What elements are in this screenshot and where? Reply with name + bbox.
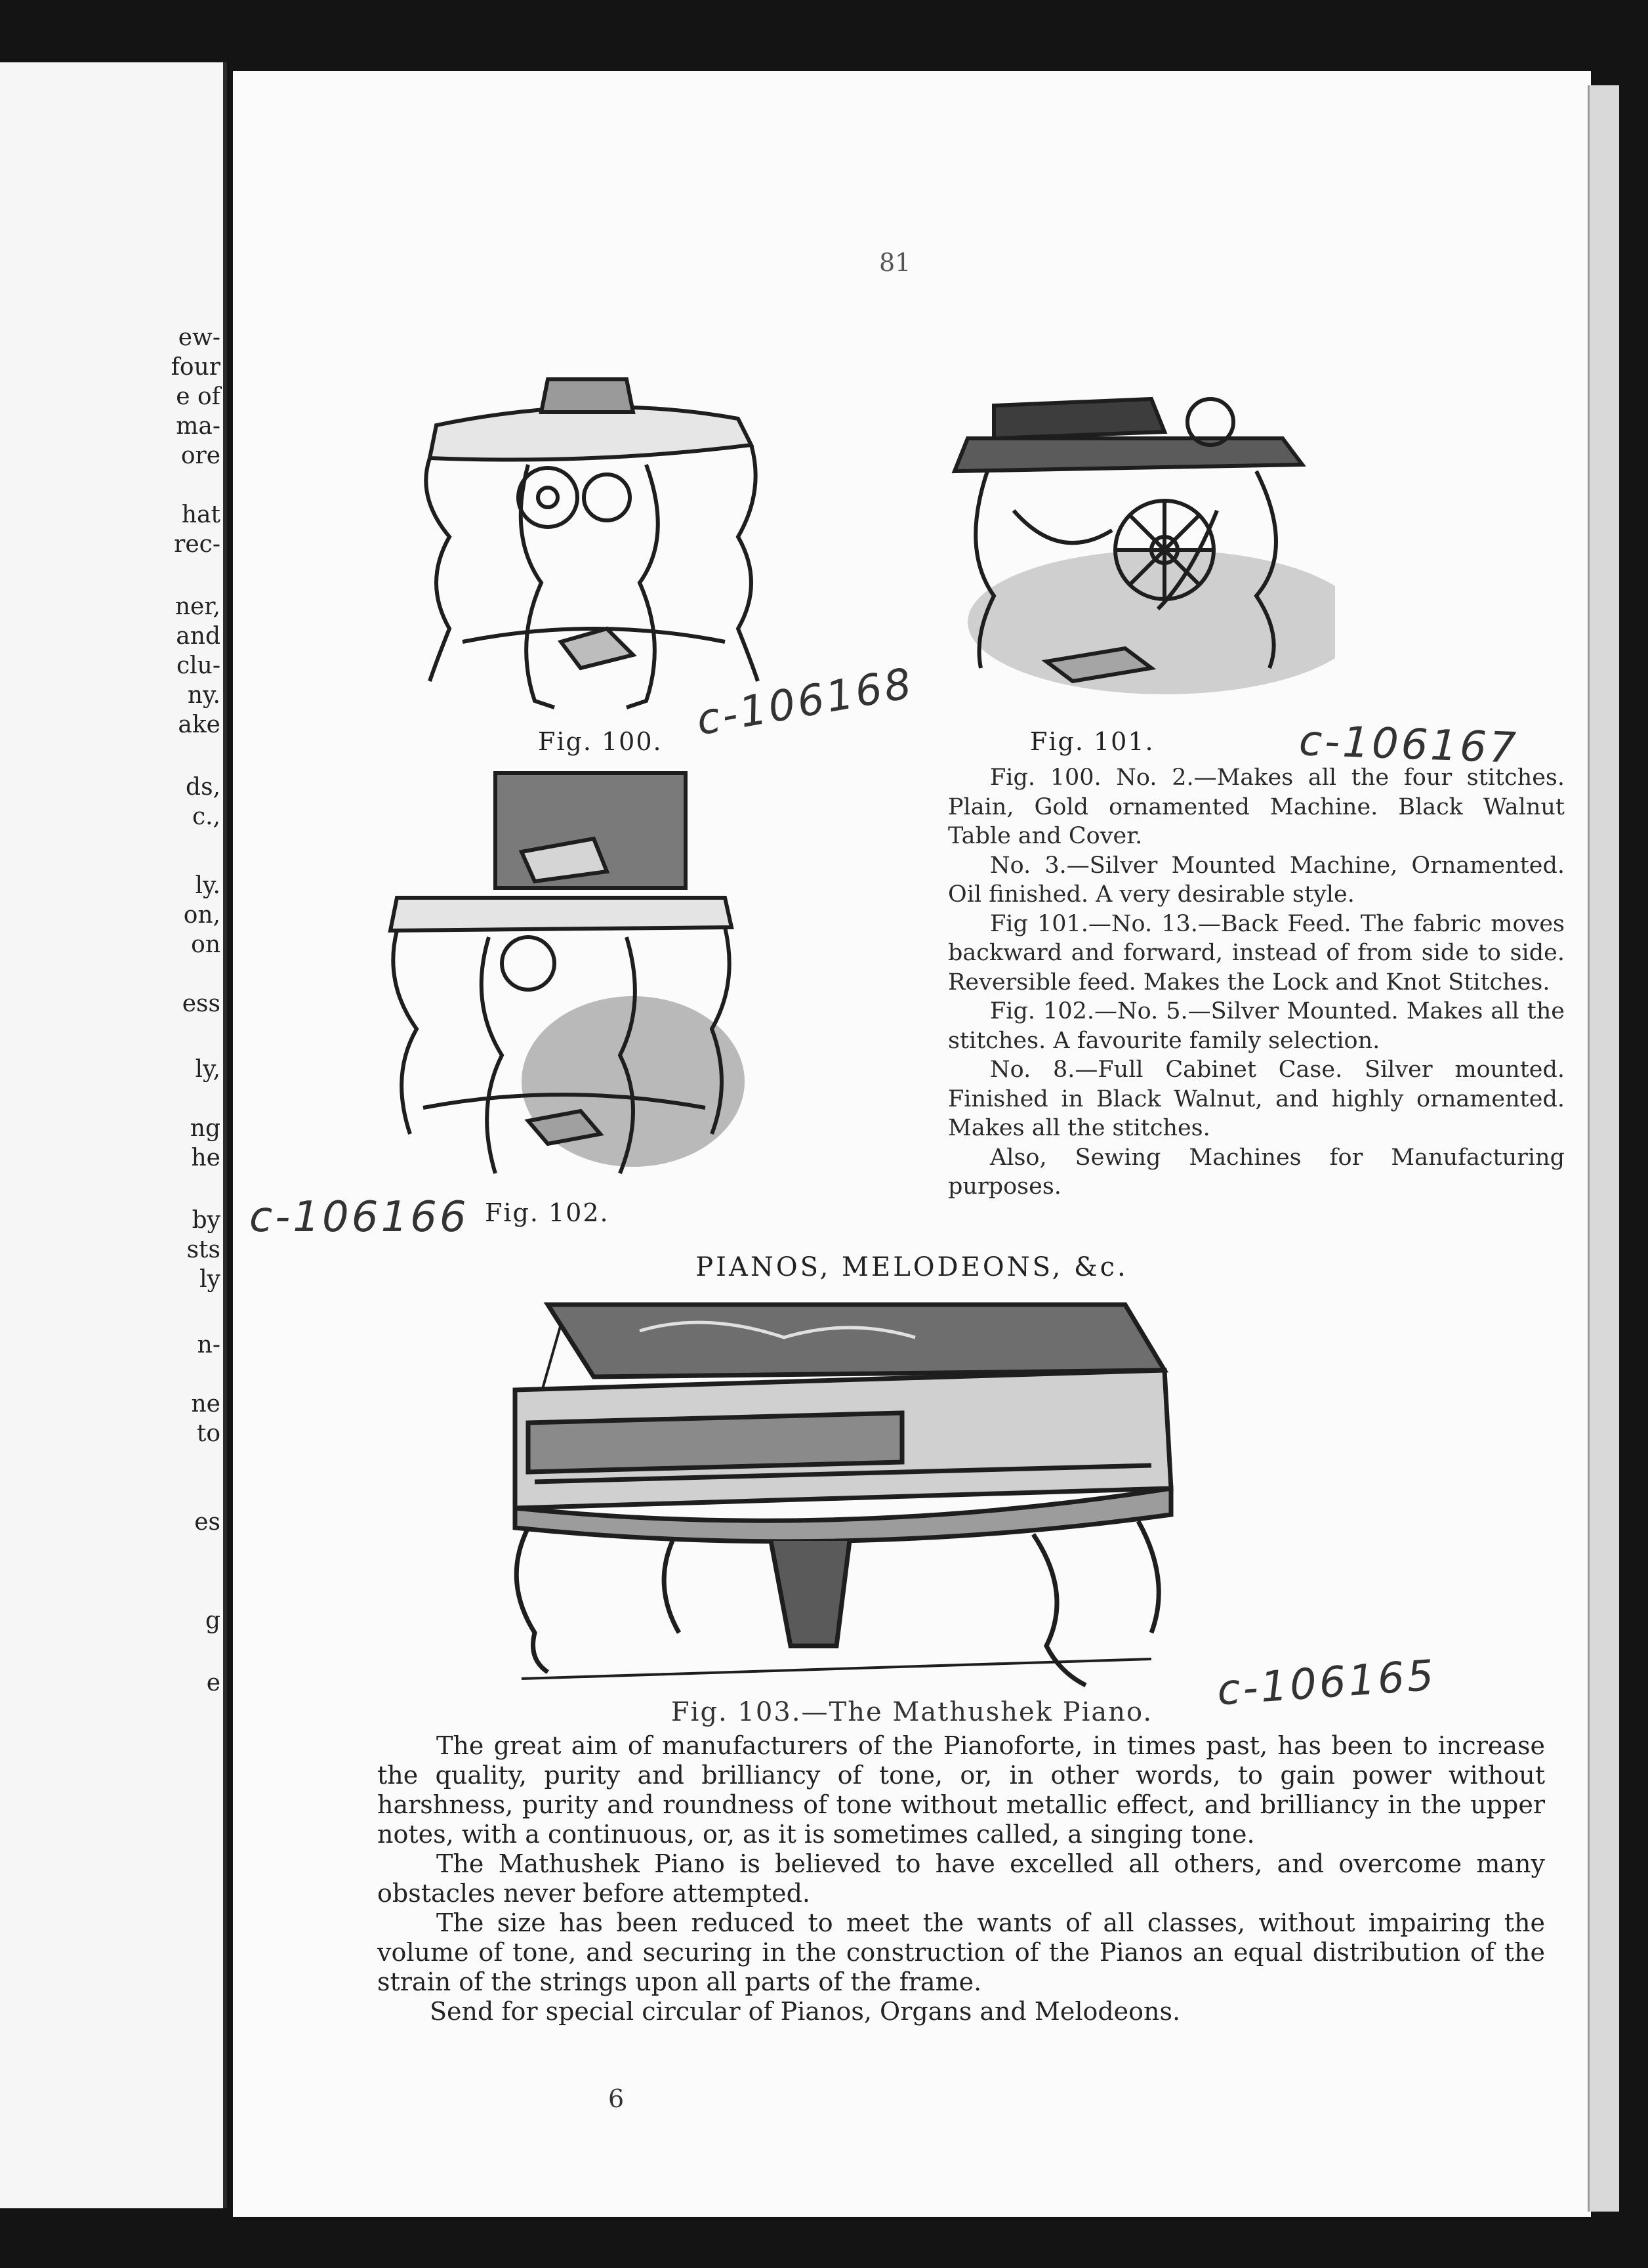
previous-page-fragment: ner,	[175, 593, 220, 620]
handwritten-note-1: c-106168	[693, 659, 918, 746]
fig-103-piano-illustration	[508, 1292, 1433, 1692]
previous-page-fragment: ess	[182, 990, 220, 1017]
fig-100-illustration	[410, 366, 777, 734]
previous-page-fragment: by	[192, 1207, 220, 1234]
previous-page-fragment: ake	[178, 711, 220, 738]
body-paragraph: The Mathushek Piano is believed to have excelled all others, and overcome many obstacles never before attempted.	[377, 1849, 1545, 1908]
body-paragraph: The size has been reduced to meet the wants of all classes, without impairing the volume of tone, and securing in the construction of the Pianos an equal distribution of the strain of the strings upon all parts of the frame.	[377, 1908, 1545, 1996]
previous-page-fragment: clu-	[176, 652, 220, 679]
body-paragraph: Send for special circular of Pianos, Organs and Melodeons.	[430, 1997, 1181, 2026]
previous-page-fragment: c.,	[192, 803, 220, 830]
handwritten-note-3: c-106166	[249, 1193, 469, 1242]
page-edge	[1588, 85, 1619, 2212]
description-paragraph: No. 8.—Full Cabinet Case. Silver mounted. Finished in Black Walnut, and highly ornamented. Makes all the stitches.	[948, 1057, 1565, 1141]
previous-page-fragment: ore	[180, 442, 220, 469]
fig-101-caption: Fig. 101.	[1030, 727, 1155, 756]
previous-page-fragment: and	[176, 623, 220, 650]
previous-page-fragment: es	[194, 1509, 220, 1536]
previous-page	[0, 62, 227, 2208]
fig-101-illustration	[915, 379, 1335, 734]
previous-page-fragment: hat	[181, 501, 220, 528]
description-paragraph: Also, Sewing Machines for Manufacturing purposes.	[948, 1144, 1565, 1200]
previous-page-fragment: e	[206, 1670, 220, 1696]
previous-page-fragment: ly,	[195, 1056, 220, 1083]
fig-102-caption: Fig. 102.	[485, 1198, 609, 1227]
sewing-machine-descriptions	[948, 763, 1565, 1202]
previous-page-fragment: ly	[199, 1266, 220, 1293]
piano-article	[377, 1731, 1545, 2026]
fig-103-caption: Fig. 103.—The Mathushek Piano.	[670, 1697, 1153, 1727]
previous-page-fragment: four	[171, 354, 220, 381]
previous-page-fragment: g	[205, 1607, 220, 1634]
previous-page-fragment: e of	[176, 383, 220, 410]
previous-page-fragment: ds,	[186, 774, 220, 801]
body-paragraph: The great aim of manufacturers of the Pianoforte, in times past, has been to increase the quality, purity and brilliancy of tone, or, in other words, to gain power without harshness, purity and roundness of tone without metallic effect, and brilliancy in the upper notes, with a continuous, or, as it is sometimes called, a singing tone.	[377, 1731, 1545, 1849]
fig-100-caption: Fig. 100.	[538, 727, 663, 756]
previous-page-fragment: ng	[190, 1115, 220, 1142]
previous-page-fragment: ew-	[178, 324, 220, 351]
description-paragraph: Fig 101.—No. 13.—Back Feed. The fabric moves backward and forward, instead of from side to side. Reversible feed. Makes the Lock and Knot Stitches.	[948, 910, 1565, 996]
previous-page-fragment: ny.	[187, 682, 220, 709]
previous-page-fragment: ne	[191, 1391, 220, 1418]
page	[233, 71, 1591, 2217]
handwritten-note-2: c-106167	[1298, 717, 1519, 773]
previous-page-fragment: ma-	[176, 413, 220, 440]
previous-page-fragment: to	[196, 1420, 220, 1447]
description-paragraph: Fig. 100. No. 2.—Makes all the four stitches. Plain, Gold ornamented Machine. Black Walnut Table and Cover.	[948, 765, 1565, 849]
fig-102-illustration	[384, 766, 751, 1193]
previous-page-fragment: sts	[186, 1236, 220, 1263]
previous-page-fragment: on	[191, 931, 220, 958]
previous-page-fragment: rec-	[174, 531, 220, 558]
description-paragraph: Fig. 102.—No. 5.—Silver Mounted. Makes all the stitches. A favourite family selection.	[948, 998, 1565, 1054]
previous-page-fragment: n-	[197, 1332, 220, 1358]
section-heading: PIANOS, MELODEONS, &c.	[695, 1252, 1128, 1282]
previous-page-fragment: on,	[183, 902, 220, 929]
handwritten-note-4: c-106165	[1215, 1651, 1438, 1715]
folio-signature: 6	[608, 2084, 625, 2113]
page-number: 81	[879, 248, 911, 277]
description-paragraph: No. 3.—Silver Mounted Machine, Ornamented. Oil finished. A very desirable style.	[948, 852, 1565, 908]
previous-page-fragment: he	[191, 1144, 220, 1171]
previous-page-fragment: ly.	[195, 872, 220, 899]
